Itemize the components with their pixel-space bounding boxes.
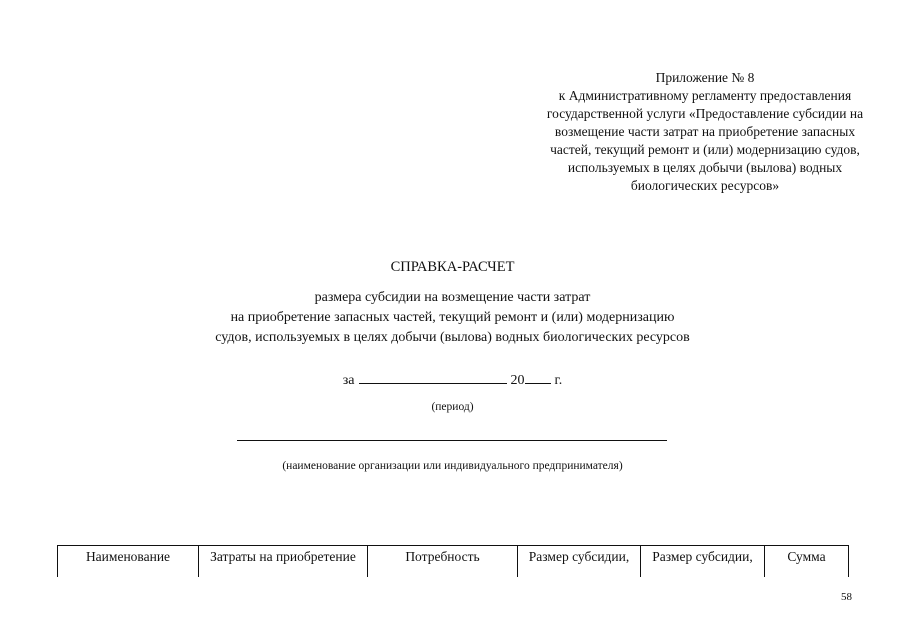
document-title: СПРАВКА-РАСЧЕТ <box>390 259 515 275</box>
column-header: Потребность <box>368 546 518 578</box>
column-header: Размер субсидии, <box>641 546 765 578</box>
year-prefix: 20 <box>510 373 525 388</box>
column-header: Наименование <box>58 546 199 578</box>
year-blank[interactable] <box>525 369 551 384</box>
period-caption: (период) <box>431 401 474 413</box>
period-line <box>0 369 905 390</box>
organization-blank[interactable] <box>237 440 667 441</box>
organization-caption: (наименование организации или индивидуального предпринимателя) <box>282 460 623 472</box>
subtitle-line: судов, используемых в целях добычи (вылова) водных биологических ресурсов <box>215 330 690 345</box>
calculation-table <box>57 545 849 577</box>
column-header: Размер субсидии, <box>518 546 641 578</box>
appendix-line: биологических ресурсов» <box>630 178 780 193</box>
document-subtitle <box>0 288 905 348</box>
column-header: Сумма <box>765 546 849 578</box>
subtitle-line: размера субсидии на возмещение части затрат <box>314 290 591 305</box>
period-blank[interactable] <box>359 369 507 384</box>
year-suffix: г. <box>554 373 563 388</box>
period-prefix: за <box>342 373 355 388</box>
table-header-row <box>58 546 849 578</box>
appendix-line: частей, текущий ремонт и (или) модернизацию судов, <box>550 142 860 157</box>
appendix-line: Приложение № 8 <box>655 70 755 85</box>
appendix-line: государственной услуги «Предоставление субсидии на <box>546 106 864 121</box>
subtitle-line: на приобретение запасных частей, текущий ремонт и (или) модернизацию <box>230 310 675 325</box>
appendix-line: используемых в целях добычи (вылова) водных <box>567 160 843 175</box>
column-header: Затраты на приобретение <box>199 546 368 578</box>
page-number: 58 <box>841 591 852 603</box>
appendix-line: к Административному регламенту предоставления <box>558 88 852 103</box>
appendix-header <box>518 69 892 195</box>
appendix-line: возмещение части затрат на приобретение запасных <box>554 124 856 139</box>
